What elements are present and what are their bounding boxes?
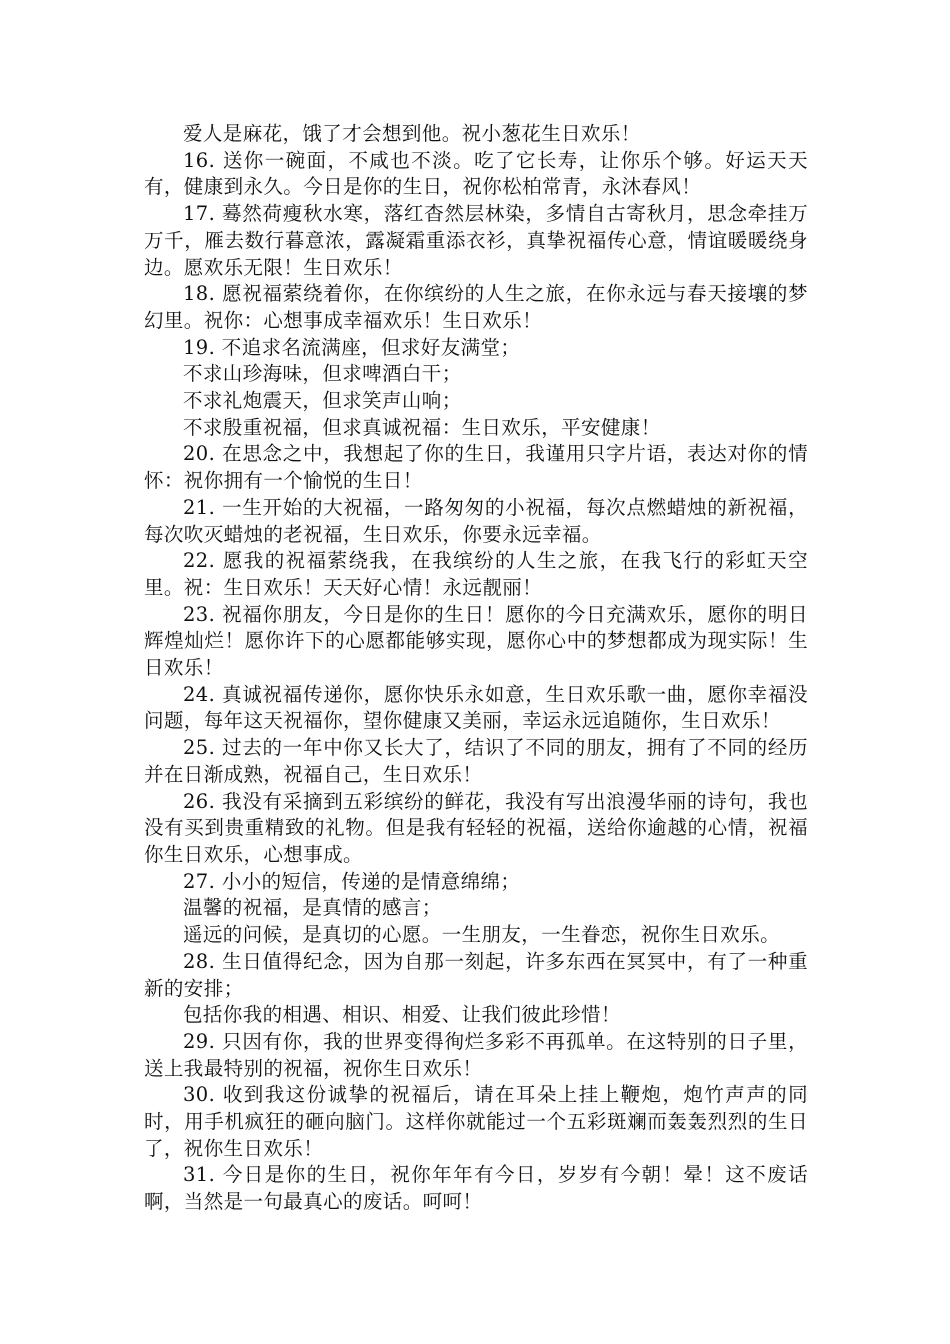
paragraph: 不求殷重祝福，但求真诚祝福：生日欢乐，平安健康！ [183, 415, 661, 439]
paragraph: 20. 在思念之中，我想起了你的生日，我谨用只字片语，表达对你的情怀：祝你拥有一个愉悦的生日！ [144, 442, 808, 493]
paragraph: 23. 祝福你朋友，今日是你的生日！愿你的今日充满欢乐，愿你的明日辉煌灿烂！愿你许下的心愿都能够实现，愿你心中的梦想都成为现实际！生日欢乐！ [144, 602, 808, 680]
paragraph: 温馨的祝福，是真情的感言； [183, 896, 442, 920]
paragraph: 爱人是麻花，饿了才会想到他。祝小葱花生日欢乐！ [183, 122, 641, 145]
paragraph: 不求礼炮震天，但求笑声山响； [183, 389, 462, 413]
paragraph: 24. 真诚祝福传递你，愿你快乐永如意，生日欢乐歌一曲，愿你幸福没问题，每年这天祝福你，望你健康又美丽，幸运永远追随你，生日欢乐！ [144, 682, 808, 733]
paragraph: 30. 收到我这份诚挚的祝福后，请在耳朵上挂上鞭炮，炮竹声声的同时，用手机疯狂的砸向脑门。这样你就能过一个五彩斑斓而轰轰烈烈的生日了，祝你生日欢乐！ [144, 1083, 808, 1160]
paragraph: 27. 小小的短信，传递的是情意绵绵； [183, 869, 521, 893]
paragraph: 18. 愿祝福萦绕着你，在你缤纷的人生之旅，在你永远与春天接壤的梦幻里。祝你：心想事成幸福欢乐！生日欢乐！ [144, 282, 808, 332]
paragraph: 26. 我没有采摘到五彩缤纷的鲜花，我没有写出浪漫华丽的诗句，我也没有买到贵重精致的礼物。但是我有轻轻的祝福，送给你逾越的心情，祝福你生日欢乐，心想事成。 [144, 789, 808, 866]
paragraph: 25. 过去的一年中你又长大了，结识了不同的朋友，拥有了不同的经历并在日渐成熟，祝福自己，生日欢乐！ [144, 736, 808, 786]
paragraph: 16. 送你一碗面，不咸也不淡。吃了它长寿，让你乐个够。好运天天有，健康到永久。今日是你的生日，祝你松柏常青，永沐春风！ [144, 148, 808, 199]
paragraph: 包括你我的相遇、相识、相爱、让我们彼此珍惜！ [183, 1003, 621, 1027]
paragraph: 19. 不追求名流满座，但求好友满堂； [183, 335, 521, 359]
paragraph: 不求山珍海味，但求啤酒白干； [183, 362, 462, 386]
paragraph: 遥远的问候，是真切的心愿。一生朋友，一生眷恋，祝你生日欢乐。 [183, 923, 781, 947]
paragraph: 17. 蓦然荷瘦秋水寒，落红杳然层林染，多情自古寄秋月，思念牵挂万万千，雁去数行暮意浓，露凝霜重添衣衫，真挚祝福传心意，情谊暖暖绕身边。愿欢乐无限！生日欢乐！ [144, 202, 808, 279]
paragraph: 28. 生日值得纪念，因为自那一刻起，许多东西在冥冥中，有了一种重新的安排； [144, 949, 808, 1000]
paragraph: 22. 愿我的祝福萦绕我，在我缤纷的人生之旅，在我飞行的彩虹天空里。祝：生日欢乐！天天好心情！永远靓丽！ [144, 549, 808, 599]
paragraph: 29. 只因有你，我的世界变得徇烂多彩不再孤单。在这特别的日子里，送上我最特别的祝福，祝你生日欢乐！ [144, 1029, 808, 1080]
paragraph: 21. 一生开始的大祝福，一路匆匆的小祝福，每次点燃蜡烛的新祝福，每次吹灭蜡烛的老祝福，生日欢乐，你要永远幸福。 [144, 495, 808, 546]
paragraph: 31. 今日是你的生日，祝你年年有今日，岁岁有今朝！晕！这不废话啊，当然是一句最真心的废话。呵呵！ [144, 1163, 808, 1214]
document-body [144, 121, 808, 1216]
